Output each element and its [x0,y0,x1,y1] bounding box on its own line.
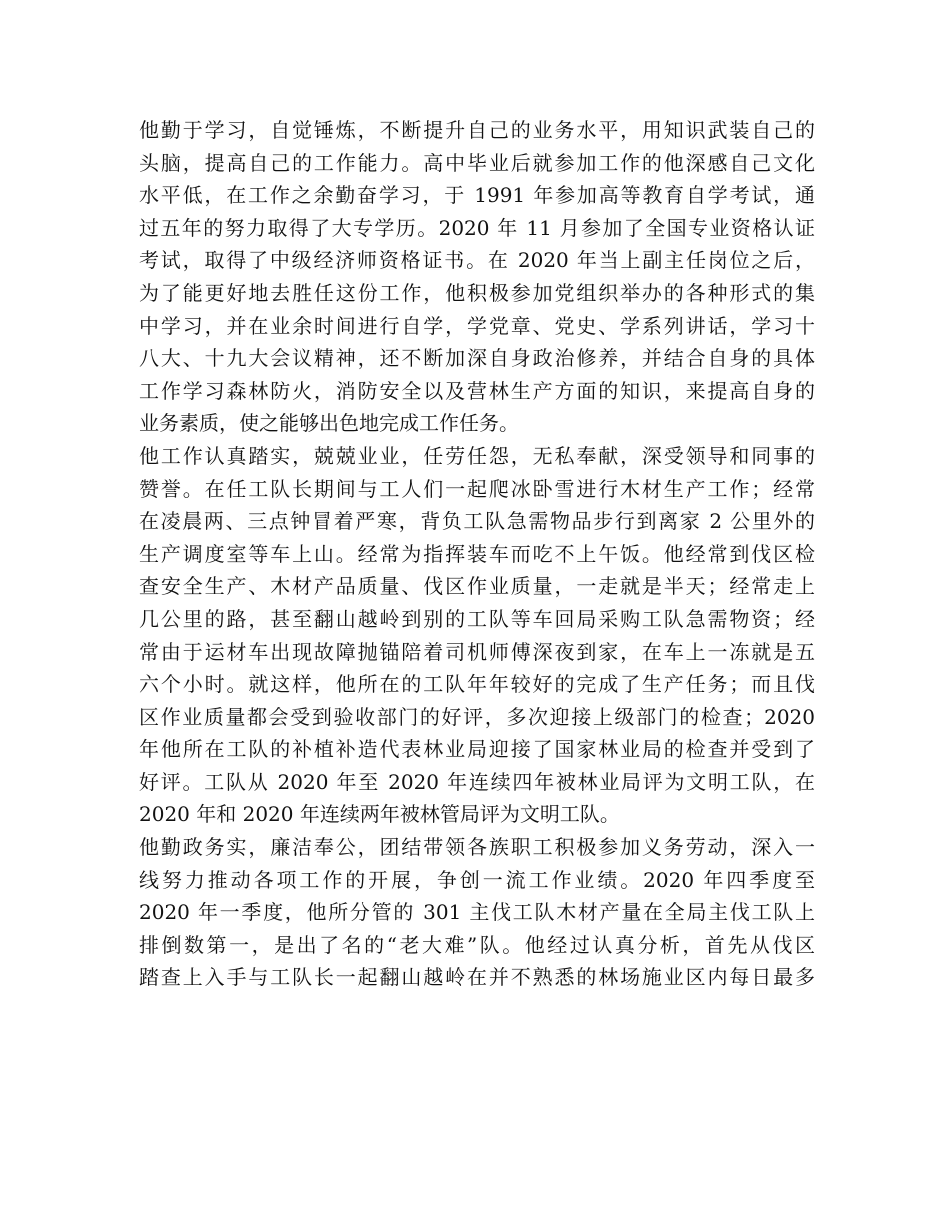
text-line: 六个小时。就这样，他所在的工队年年较好的完成了生产任务；而且伐 [139,672,815,697]
text-line: 2020 年一季度，他所分管的 301 主伐工队木材产量在全局主伐工队上 [139,900,815,925]
text-line: 业务素质，使之能够出色地完成工作任务。 [139,411,519,436]
document-body [139,114,815,994]
text-line: 年他所在工队的补植补造代表林业局迎接了国家林业局的检查并受到了 [139,737,815,762]
text-line: 头脑，提高自己的工作能力。高中毕业后就参加工作的他深感自己文化 [139,150,815,175]
text-line: 过五年的努力取得了大专学历。2020 年 11 月参加了全国专业资格认证 [139,215,815,240]
text-line: 常由于运材车出现故障抛锚陪着司机师傅深夜到家，在车上一冻就是五 [139,639,815,664]
text-line: 排倒数第一，是出了名的“老大难”队。他经过认真分析，首先从伐区 [139,932,815,957]
text-line: 查安全生产、木材产品质量、伐区作业质量，一走就是半天；经常走上 [139,574,815,599]
text-line: 几公里的路，甚至翻山越岭到别的工队等车回局采购工队急需物资；经 [139,606,815,631]
text-line: 他工作认真踏实，兢兢业业，任劳任怨，无私奉献，深受领导和同事的 [139,443,815,468]
paragraph [139,831,815,994]
text-line: 在凌晨两、三点钟冒着严寒，背负工队急需物品步行到离家 2 公里外的 [139,509,815,534]
text-line: 生产调度室等车上山。经常为指挥装车而吃不上午饭。他经常到伐区检 [139,541,815,566]
text-line: 赞誉。在任工队长期间与工人们一起爬冰卧雪进行木材生产工作；经常 [139,476,815,501]
text-line: 好评。工队从 2020 年至 2020 年连续四年被林业局评为文明工队，在 [139,769,815,794]
text-line: 为了能更好地去胜任这份工作，他积极参加党组织举办的各种形式的集 [139,280,815,305]
text-line: 水平低，在工作之余勤奋学习，于 1991 年参加高等教育自学考试，通 [139,183,815,208]
paragraph [139,114,815,440]
text-line: 考试，取得了中级经济师资格证书。在 2020 年当上副主任岗位之后， [139,248,815,273]
text-line: 2020 年和 2020 年连续两年被林管局评为文明工队。 [139,802,620,827]
text-line: 线努力推动各项工作的开展，争创一流工作业绩。2020 年四季度至 [139,867,815,892]
paragraph [139,440,815,831]
text-line: 区作业质量都会受到验收部门的好评，多次迎接上级部门的检查；2020 [139,704,815,729]
text-line: 他勤于学习，自觉锤炼，不断提升自己的业务水平，用知识武装自己的 [139,118,815,142]
text-line: 踏查上入手与工队长一起翻山越岭在并不熟悉的林场施业区内每日最多 [139,965,815,990]
text-line: 他勤政务实，廉洁奉公，团结带领各族职工积极参加义务劳动，深入一 [139,835,815,860]
text-line: 八大、十九大会议精神，还不断加深自身政治修养，并结合自身的具体 [139,346,815,371]
text-line: 中学习，并在业余时间进行自学，学党章、党史、学系列讲话，学习十 [139,313,815,338]
text-line: 工作学习森林防火，消防安全以及营林生产方面的知识，来提高自身的 [139,378,815,403]
